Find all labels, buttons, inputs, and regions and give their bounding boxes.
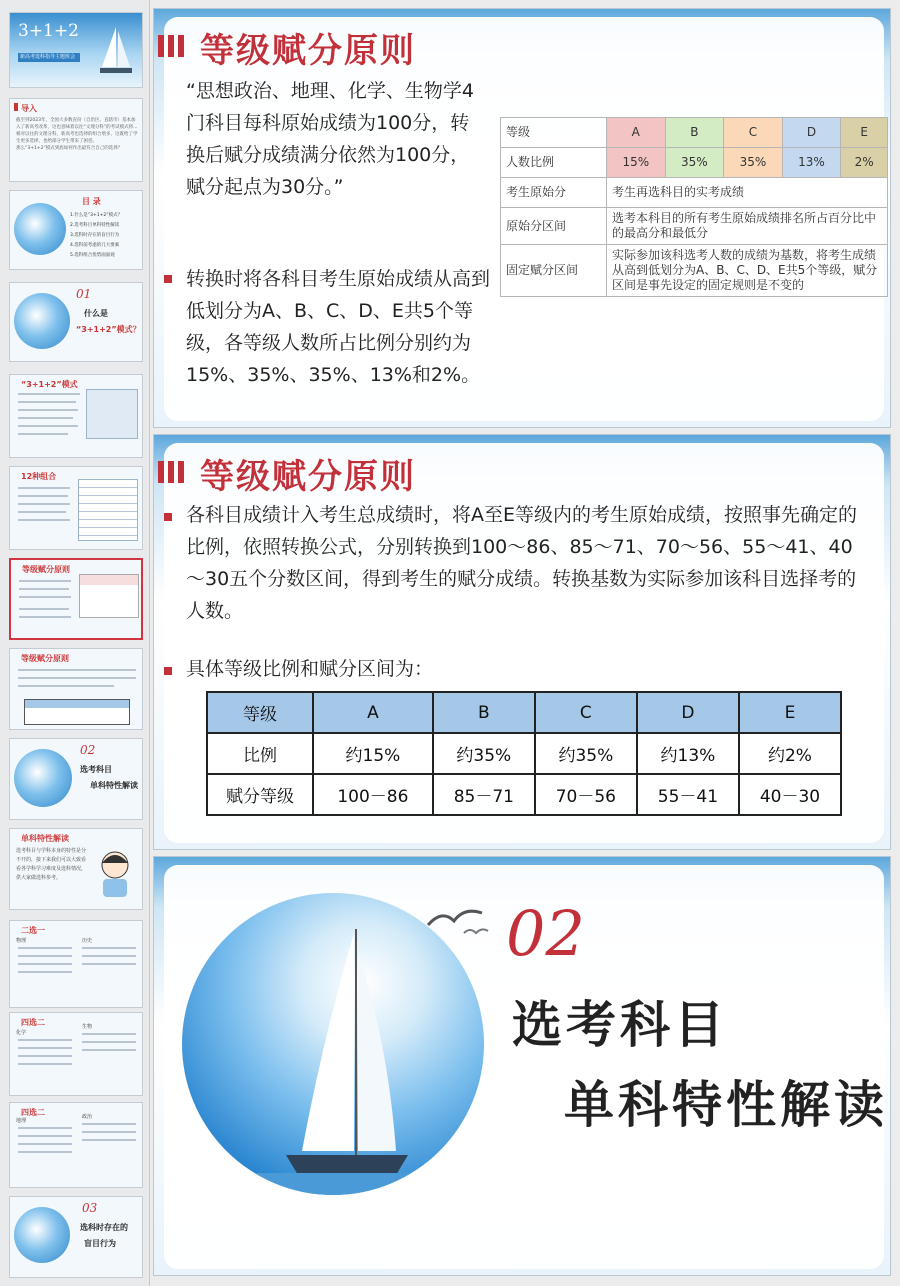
table-cell: 考生再选科目的实考成绩 — [607, 178, 888, 208]
thumb-text-line — [18, 947, 72, 949]
slide-heading: 等级赋分原则 — [200, 457, 416, 497]
quote-text: “思想政治、地理、化学、生物学4门科目每科原始成绩为100分，转换后赋分成绩满分依然为100分，赋分起点为30分。” — [186, 80, 474, 198]
slide-thumbnail-2[interactable] — [9, 98, 143, 182]
thumb-subject: 政治 — [82, 1114, 93, 1120]
table-cell: 考生原始分 — [501, 178, 607, 208]
table-cell: 约13% — [637, 733, 739, 774]
sailboat-icon — [14, 749, 72, 807]
table-row — [501, 245, 888, 297]
bullet-icon — [164, 513, 172, 521]
seagull-icon — [424, 903, 494, 943]
thumb-title: 二选一 — [21, 926, 45, 935]
thumb-line: 截至到2023年，全国大多数省份（自治区、直辖市）基本加入了新高考改革，这也意味着以往“文理分科”的考试模式将... — [16, 118, 138, 130]
thumb-title: 3+1+2 — [18, 21, 79, 41]
thumb-text-line — [18, 685, 114, 687]
slide-thumbnail-9[interactable] — [9, 738, 143, 820]
thumb-list — [70, 211, 142, 261]
table-cell: 实际参加该科选考人数的成绩为基数，将考生成绩从高到低划分为A、B、C、D、E共5个等级，赋分区间是事先设定的固定规则是不变的 — [607, 245, 888, 297]
thumb-text-line — [82, 963, 136, 965]
table-header-cell: D — [637, 692, 739, 733]
heading-bars-icon — [158, 457, 186, 487]
thumb-text-line — [82, 1131, 136, 1133]
grading-rule-text: 转换时将各科目考生原始成绩从高到低划分为A、B、C、D、E共5个等级，各等级人数所占比例分别约为15%、35%、35%、13%和2%。 — [186, 268, 491, 386]
table-cell: 约2% — [739, 733, 841, 774]
thumb-text-line — [18, 963, 72, 965]
slide-thumbnail-14[interactable] — [9, 1196, 143, 1278]
thumb-text-line — [18, 433, 68, 435]
ratio-cell: 13% — [782, 148, 841, 178]
slide-thumbnail-12[interactable] — [9, 1012, 143, 1096]
slide-thumbnail-8[interactable] — [9, 648, 143, 730]
thumb-text-line — [19, 608, 69, 610]
table-cell: 比例 — [207, 733, 313, 774]
table-cell: 约35% — [433, 733, 535, 774]
thumb-subject: 地理 — [16, 1118, 27, 1124]
table-row — [501, 148, 888, 178]
thumb-subject: 化学 — [16, 1030, 27, 1036]
sailboat-icon — [96, 23, 136, 79]
conversion-rule-text: 各科目成绩计入考生总成绩时，将A至E等级内的考生原始成绩，按照事先确定的比例，依照转换公式，分别转换到100～86、85～71、70～56、55～41、40～30五个分数区间，得到考生的赋分成绩。转换基数为实际参加该科目选择考的人数。 — [186, 504, 858, 622]
slide-thumbnail-13[interactable] — [9, 1102, 143, 1188]
confused-student-icon — [92, 843, 138, 899]
table-header-cell: B — [433, 692, 535, 733]
thumb-line: 选考科目 — [80, 765, 112, 774]
grade-score-range-table — [206, 691, 842, 816]
heading-bars-icon — [158, 31, 186, 61]
thumb-title: 四选二 — [21, 1108, 45, 1117]
thumb-line: 5.选科组合优势面面观 — [70, 253, 115, 258]
table-header-cell: 等级 — [207, 692, 313, 733]
table-header-row — [207, 692, 841, 733]
table-cell: 约15% — [313, 733, 433, 774]
thumb-text-line — [82, 1123, 136, 1125]
table-header-cell: A — [313, 692, 433, 733]
ratio-cell: 35% — [665, 148, 724, 178]
thumb-text-line — [82, 1041, 136, 1043]
thumb-text-line — [18, 1063, 72, 1065]
thumb-subject: 历史 — [82, 938, 93, 944]
thumb-text-line — [18, 511, 66, 513]
table-cell: 等级 — [501, 118, 607, 148]
thumb-text-line — [18, 1135, 72, 1137]
thumb-line: 相对以往的文理分科，新高考也选择的组合增多，这既给了学生更多选择，也给部分学生带来了困惑。 — [16, 132, 138, 144]
table-row — [501, 118, 888, 148]
table-row — [501, 208, 888, 245]
thumb-text-line — [18, 971, 72, 973]
table-row — [207, 774, 841, 815]
grade-cell: D — [782, 118, 841, 148]
bullet-icon — [164, 275, 172, 283]
thumb-line: 什么是 — [84, 309, 108, 318]
thumb-table — [24, 699, 130, 725]
ratio-cell: 15% — [607, 148, 666, 178]
thumb-title: 12种组合 — [21, 472, 57, 481]
thumb-text-line — [18, 1047, 72, 1049]
thumb-section-number: 01 — [76, 287, 92, 301]
thumb-text-line — [19, 596, 71, 598]
sailboat-icon — [14, 203, 66, 255]
table-cell: 选考本科目的所有考生原始成绩排名所占百分比中的最高分和最低分 — [607, 208, 888, 245]
slide-grading-principle-1[interactable] — [153, 8, 891, 428]
thumb-text-line — [18, 955, 72, 957]
thumb-text-line — [18, 519, 70, 521]
thumb-text-line — [18, 425, 78, 427]
thumb-subject: 物理 — [16, 938, 27, 944]
slide-thumbnail-3[interactable] — [9, 190, 143, 270]
table-header-cell: C — [535, 692, 637, 733]
thumb-subtitle: 新高考选科指导主题班会 — [18, 53, 80, 62]
table-cell: 85－71 — [433, 774, 535, 815]
grade-ratio-table — [500, 117, 888, 297]
slide-grading-principle-2[interactable] — [153, 434, 891, 850]
thumb-title: 单科特性解读 — [21, 834, 69, 843]
thumb-text-line — [18, 1039, 72, 1041]
grade-cell: C — [724, 118, 783, 148]
thumb-text-line — [18, 1151, 72, 1153]
thumb-title: 等级赋分原则 — [21, 654, 69, 663]
slide-thumbnail-4[interactable] — [9, 282, 143, 362]
thumb-title: 导入 — [21, 104, 37, 113]
section-number: 02 — [506, 897, 585, 970]
thumb-text-line — [19, 616, 71, 618]
table-intro-text: 具体等级比例和赋分区间为： — [186, 658, 434, 680]
thumb-text-line — [18, 417, 73, 419]
section-title-line2: 单科特性解读 — [564, 1076, 888, 1134]
table-row — [207, 733, 841, 774]
slide-section-02[interactable] — [153, 856, 891, 1276]
grade-cell: E — [841, 118, 888, 148]
thumb-text-line — [82, 1139, 136, 1141]
slide-thumbnail-1[interactable] — [9, 12, 143, 88]
thumb-title: “3+1+2”模式 — [21, 380, 78, 389]
thumb-text-line — [18, 393, 80, 395]
ratio-cell: 35% — [724, 148, 783, 178]
thumb-table — [78, 479, 138, 541]
thumb-line: 2.选考科目单科特性解读 — [70, 223, 120, 228]
slide-heading: 等级赋分原则 — [200, 31, 416, 71]
slide-thumbnail-11[interactable] — [9, 920, 143, 1008]
section-title-line1: 选考科目 — [512, 996, 728, 1054]
thumb-text-line — [82, 1049, 136, 1051]
thumb-text-line — [82, 947, 136, 949]
thumb-text-line — [19, 580, 71, 582]
thumb-diagram — [86, 389, 138, 439]
thumb-text-line — [82, 1033, 136, 1035]
thumb-title: 四选二 — [21, 1018, 45, 1027]
sailboat-icon — [14, 1207, 70, 1263]
table-header-cell: E — [739, 692, 841, 733]
thumb-line: 盲目行为 — [84, 1239, 116, 1248]
table-cell: 70－56 — [535, 774, 637, 815]
table-row — [501, 178, 888, 208]
thumb-table — [79, 574, 139, 618]
thumb-text: 选考科目与学科本身的特性是分不开的，接下来我们可以大致看看各学科学习难度及选科情况，供大家做选科参考。 — [16, 848, 87, 881]
thumb-text-line — [18, 487, 70, 489]
thumb-text-line — [18, 401, 76, 403]
thumb-line: 那么“3+1+2”模式到底如何作出最符合自己的选择？ — [16, 146, 123, 151]
thumb-text-line — [19, 588, 69, 590]
table-cell: 100－86 — [313, 774, 433, 815]
thumb-text-line — [18, 495, 68, 497]
thumb-text-line — [18, 669, 136, 671]
thumb-marker — [14, 103, 18, 111]
thumb-section-number: 02 — [80, 743, 96, 757]
thumb-line: 4.选科前考虑的几大要素 — [70, 243, 120, 248]
thumb-line: 单科特性解读 — [90, 781, 138, 790]
thumb-text-line — [82, 955, 136, 957]
table-cell: 人数比例 — [501, 148, 607, 178]
thumb-line: 1.什么是“3+1+2”模式？ — [70, 213, 123, 218]
table-cell: 原始分区间 — [501, 208, 607, 245]
thumb-text-line — [18, 677, 136, 679]
thumb-title: 目 录 — [82, 197, 101, 206]
thumb-text-line — [18, 503, 70, 505]
table-cell: 赋分等级 — [207, 774, 313, 815]
thumb-text-line — [18, 1143, 72, 1145]
thumb-line: 3.选科时存在的盲目行为 — [70, 233, 120, 238]
thumb-text — [16, 117, 138, 152]
thumb-line: “3+1+2”模式？ — [76, 325, 141, 334]
slide-thumbnail-10[interactable] — [9, 828, 143, 910]
thumb-text-line — [18, 1127, 72, 1129]
slide-thumbnail-7[interactable] — [9, 558, 143, 640]
thumb-title: 等级赋分原则 — [22, 565, 70, 574]
slide-thumbnail-5[interactable] — [9, 374, 143, 458]
table-cell: 55－41 — [637, 774, 739, 815]
thumb-section-number: 03 — [82, 1201, 98, 1215]
thumb-text-line — [18, 1055, 72, 1057]
bullet-icon — [164, 667, 172, 675]
thumb-text-line — [18, 409, 78, 411]
table-cell: 40－30 — [739, 774, 841, 815]
grade-cell: A — [607, 118, 666, 148]
slide-thumbnail-6[interactable] — [9, 466, 143, 550]
sailboat-icon — [14, 293, 70, 349]
grade-cell: B — [665, 118, 724, 148]
slide-thumbnail-panel[interactable] — [0, 0, 150, 1286]
ratio-cell: 2% — [841, 148, 888, 178]
table-cell: 约35% — [535, 733, 637, 774]
thumb-line: 选科时存在的 — [80, 1223, 128, 1232]
thumb-subject: 生物 — [82, 1024, 93, 1030]
table-cell: 固定赋分区间 — [501, 245, 607, 297]
